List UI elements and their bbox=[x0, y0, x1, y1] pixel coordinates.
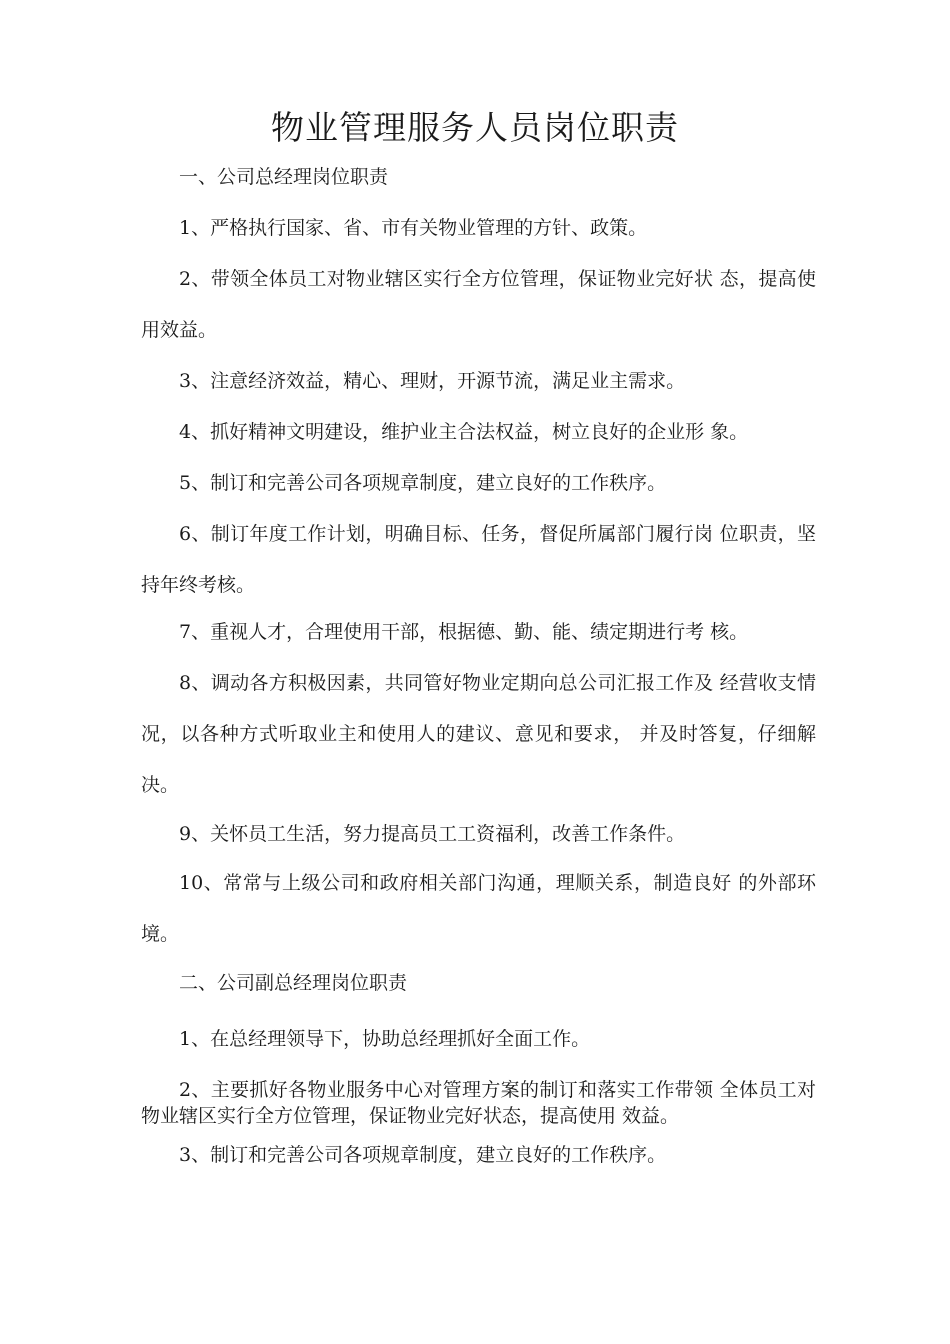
paragraph: 3、制订和完善公司各项规章制度，建立良好的工作秩序。 bbox=[179, 1144, 667, 1166]
paragraph: 3、注意经济效益，精心、理财，开源节流，满足业主需求。 bbox=[179, 370, 686, 392]
section-heading-1: 一、公司总经理岗位职责 bbox=[179, 166, 389, 188]
paragraph: 5、制订和完善公司各项规章制度，建立良好的工作秩序。 bbox=[179, 472, 667, 494]
paragraph: 1、严格执行国家、省、市有关物业管理的方针、政策。 bbox=[179, 217, 648, 239]
paragraph: 1、在总经理领导下，协助总经理抓好全面工作。 bbox=[179, 1028, 591, 1050]
paragraph: 10、常常与上级公司和政府相关部门沟通，理顺关系，制造良好 的外部环境。 bbox=[141, 872, 816, 945]
paragraph: 8、调动各方积极因素，共同管好物业定期向总公司汇报工作及 经营收支情况，以各种方式听取业主和使用人的建议、意见和要求， 并及时答复，仔细解决。 bbox=[141, 672, 816, 796]
paragraph: 4、抓好精神文明建设，维护业主合法权益，树立良好的企业形 象。 bbox=[179, 421, 749, 443]
paragraph: 7、重视人才，合理使用干部，根据德、勤、能、绩定期进行考 核。 bbox=[179, 621, 749, 643]
section-heading-2: 二、公司副总经理岗位职责 bbox=[179, 972, 408, 994]
paragraph: 6、制订年度工作计划，明确目标、任务，督促所属部门履行岗 位职责，坚持年终考核。 bbox=[141, 523, 816, 596]
paragraph: 9、关怀员工生活，努力提高员工工资福利，改善工作条件。 bbox=[179, 823, 686, 845]
paragraph: 2、带领全体员工对物业辖区实行全方位管理，保证物业完好状 态，提高使用效益。 bbox=[141, 268, 816, 341]
paragraph: 2、主要抓好各物业服务中心对管理方案的制订和落实工作带领 全体员工对物业辖区实行全方位管理，保证物业完好状态，提高使用 效益。 bbox=[141, 1079, 816, 1127]
document-title: 物业管理服务人员岗位职责 bbox=[271, 108, 679, 147]
